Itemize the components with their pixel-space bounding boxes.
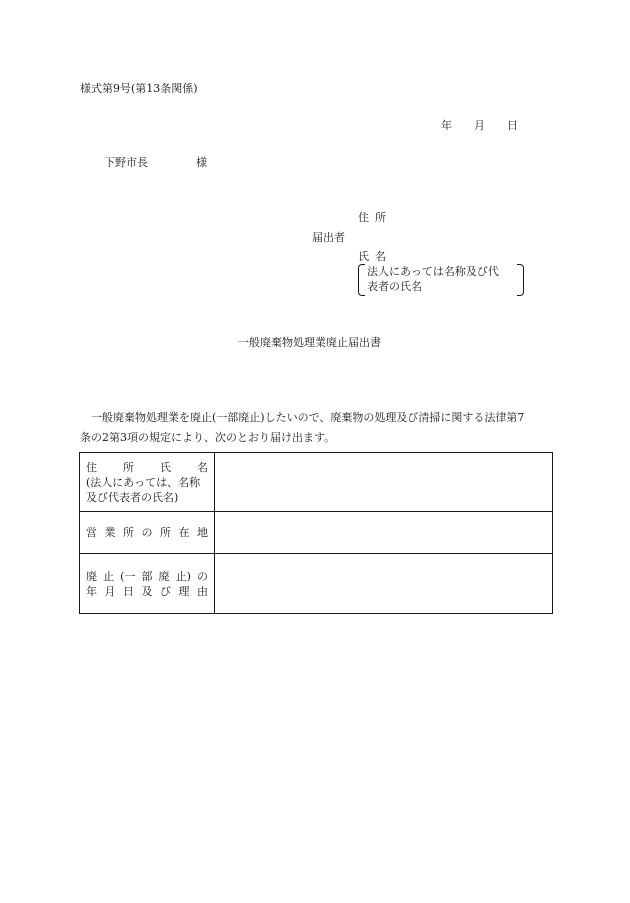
notifier-address-label: 住所 xyxy=(358,211,392,224)
label-cell-abolition xyxy=(80,554,215,614)
label-abolition-line-2: 年 月 日 及 び 理 由 xyxy=(86,584,208,598)
notifier-role-label: 届出者 xyxy=(312,231,345,244)
addressee xyxy=(104,156,207,170)
label-abolition-line-1: 廃 止 (一 部 廃 止) の xyxy=(86,569,208,583)
date-day-label: 日 xyxy=(507,119,518,132)
value-cell-name[interactable] xyxy=(215,453,553,512)
addressee-honorific: 様 xyxy=(196,156,207,169)
form-number: 様式第9号(第13条関係) xyxy=(80,82,198,95)
corp-note-line-2: 表者の氏名 xyxy=(367,280,422,293)
label-name-sub-2: 及び代表者の氏名) xyxy=(86,490,179,504)
right-bracket xyxy=(517,264,524,296)
table-row-office-location xyxy=(80,512,553,554)
label-office-location: 営 業 所 の 所 在 地 xyxy=(86,526,208,539)
addressee-name: 下野市長 xyxy=(104,156,148,169)
label-name-sub-1: (法人にあっては、名称 xyxy=(86,475,201,489)
date-year-label: 年 xyxy=(441,119,452,132)
table-row-abolition xyxy=(80,554,553,614)
table-row-name xyxy=(80,453,553,512)
document-title: 一般廃棄物処理業廃止届出書 xyxy=(238,336,381,349)
info-table xyxy=(79,452,553,614)
label-cell-office-location xyxy=(80,512,215,554)
notifier-name-label: 氏名 xyxy=(358,250,392,263)
body-line-1: 一般廃棄物処理業を廃止(一部廃止)したいので、廃棄物の処理及び清掃に関する法律第7 xyxy=(91,411,525,424)
body-text xyxy=(80,408,552,448)
left-bracket xyxy=(358,264,365,296)
corp-note xyxy=(358,264,520,294)
label-cell-name xyxy=(80,453,215,512)
date-month-label: 月 xyxy=(474,119,485,132)
value-cell-abolition[interactable] xyxy=(215,554,553,614)
value-cell-office-location[interactable] xyxy=(215,512,553,554)
corp-note-line-1: 法人にあっては名称及び代 xyxy=(367,265,499,278)
label-name-main: 住 所 氏 名 xyxy=(86,460,208,474)
date-line xyxy=(441,119,518,133)
body-line-2: 条の2第3項の規定により、次のとおり届け出ます。 xyxy=(80,431,336,444)
